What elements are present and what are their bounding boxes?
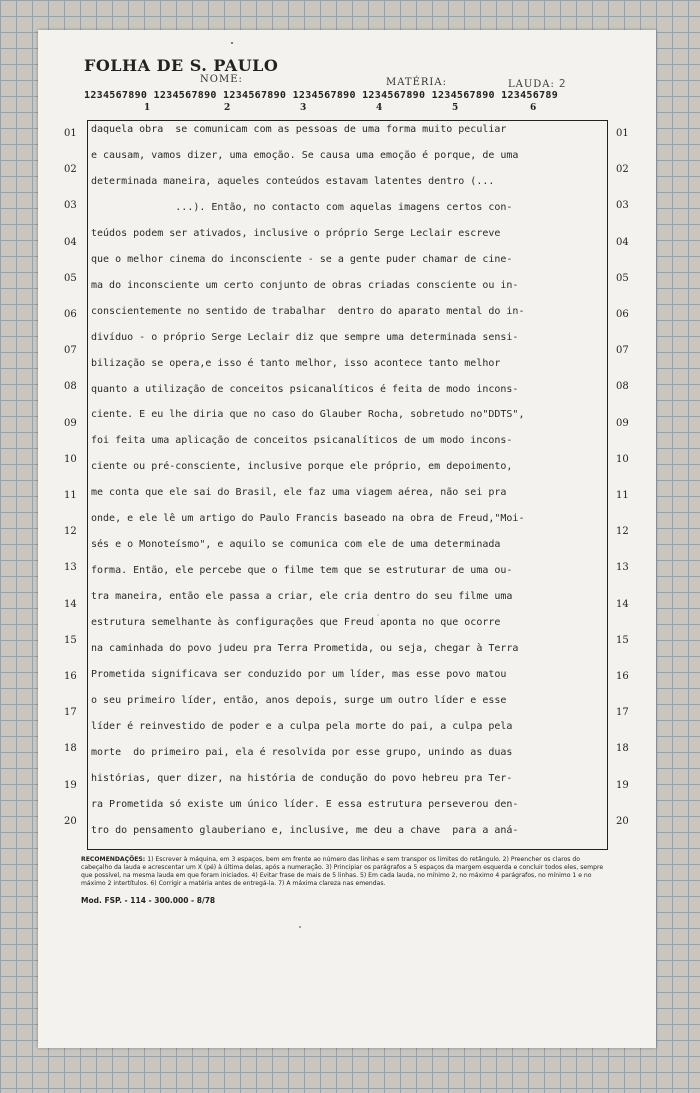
line-number-right: 04 (616, 236, 629, 248)
lauda-field-label: LAUDA: (508, 79, 555, 90)
line-number-right: 16 (616, 671, 629, 682)
line-number-left: 13 (64, 562, 77, 574)
line-number-left: 06 (64, 309, 77, 320)
typed-line: ciente. E eu lhe diria que no caso do Glauber Rocha, sobretudo no"DDTS", (91, 409, 525, 421)
line-number-right: 11 (616, 490, 629, 501)
newspaper-masthead: FOLHA DE S. PAULO (84, 56, 279, 75)
materia-field-label: MATÉRIA: (386, 77, 447, 88)
line-number-right: 12 (616, 526, 629, 538)
recommendations-note (81, 856, 611, 888)
line-number-right: 15 (616, 634, 629, 646)
typed-line: que o melhor cinema do inconsciente - se a gente puder chamar de cine- (91, 253, 513, 265)
line-number-left: 17 (64, 707, 77, 719)
typed-line: bilização se opera,e isso é tanto melhor, isso acontece tanto melhor (91, 357, 501, 369)
typed-line: teúdos podem ser ativados, inclusive o próprio Serge Leclair escreve (91, 227, 501, 239)
lauda-field (508, 77, 567, 90)
typed-line: o seu primeiro líder, então, anos depois, surge um outro líder e esse (91, 694, 507, 706)
line-number-left: 04 (64, 236, 77, 248)
line-number-left: 11 (64, 490, 77, 501)
typed-line: forma. Então, ele percebe que o filme tem que se estruturar de uma ou- (91, 565, 513, 577)
typed-line: quanto a utilização de conceitos psicanalíticos é feita de modo incons- (91, 383, 519, 395)
typed-line: sés e o Monoteísmo", e aquilo se comunica com ele de uma determinada (91, 539, 501, 551)
typed-line: Prometida significava ser conduzido por um líder, mas esse povo matou (91, 668, 507, 680)
line-number-left: 01 (64, 128, 77, 139)
line-number-left: 03 (64, 200, 77, 212)
name-field-label: NOME: (200, 74, 243, 85)
form-code: Mod. FSP. - 114 - 300.000 - 8/78 (81, 896, 216, 905)
typed-line: foi feita uma aplicação de conceitos psicanalíticos de um modo incons- (91, 435, 513, 447)
typed-line: ra Prometida só existe um único líder. E essa estrutura perseverou den- (91, 798, 519, 810)
typed-line: divíduo - o próprio Serge Leclair diz que sempre uma determinada sensi- (91, 331, 519, 343)
typed-line: onde, e ele lê um artigo do Paulo Francis baseado na obra de Freud,"Moi- (91, 513, 525, 525)
line-number-left: 15 (64, 634, 77, 646)
recommendations-text: 1) Escrever à máquina, em 3 espaços, bem em frente ao número das linhas e sem transpor os limites do retângulo. 2) Preencher os claros do cabeçalho da lauda e acrescentar um X (pé) à última delas, após a numeração. 3) Principiar os parágrafos a 5 espaços da margem esquerda e concluir todos eles, sempre que possível, na mesma lauda em que foram iniciados. 4) Evitar frase de mais de 5 linhas. 5) Em cada lauda, no mínimo 2, no máximo 4 parágrafos, no mínimo 1 e no máximo 2 intertítulos. 6) Corrigir a matéria antes de entregá-la. 7) A máxima clareza nas emendas. (81, 856, 604, 887)
typed-line: ma do inconsciente um certo conjunto de obras criadas consciente ou in- (91, 279, 519, 291)
ruler-tick: 3 (300, 103, 307, 113)
line-number-left: 14 (64, 598, 77, 610)
line-number-left: 20 (64, 815, 77, 827)
typewriter-form-sheet (38, 30, 656, 1048)
typed-line: determinada maneira, aqueles conteúdos estavam latentes dentro (... (91, 175, 495, 187)
typed-line: ciente ou pré-consciente, inclusive porque ele próprio, em depoimento, (91, 461, 513, 473)
ruler-tick: 6 (530, 103, 537, 113)
lauda-field-value: 2 (558, 77, 567, 90)
line-number-left: 08 (64, 381, 77, 393)
line-number-left: 18 (64, 743, 77, 755)
typed-line: estrutura semelhante às configurações que Freud aponta no que ocorre (91, 617, 501, 629)
typed-line: na caminhada do povo judeu pra Terra Prometida, ou seja, chegar à Terra (91, 643, 519, 654)
typed-line: conscientemente no sentido de trabalhar dentro do aparato mental do in- (91, 305, 525, 317)
line-number-right: 13 (616, 562, 629, 574)
line-number-right: 17 (616, 707, 629, 719)
line-number-left: 02 (64, 164, 77, 176)
line-number-right: 14 (616, 598, 629, 610)
line-number-right: 05 (616, 272, 629, 284)
typed-line: ...). Então, no contacto com aquelas imagens certos con- (91, 201, 513, 213)
line-number-left: 12 (64, 526, 77, 538)
typed-line: tro do pensamento glauberiano e, inclusive, me deu a chave para a aná- (91, 824, 519, 836)
ruler-tick: 5 (452, 103, 459, 113)
line-number-right: 18 (616, 743, 629, 755)
line-number-right: 20 (616, 815, 629, 827)
line-number-right: 19 (616, 779, 629, 791)
line-number-right: 10 (616, 453, 629, 465)
line-number-right: 09 (616, 417, 629, 429)
line-number-left: 05 (64, 272, 77, 284)
typed-line: histórias, quer dizer, na história de condução do povo hebreu pra Ter- (91, 772, 513, 784)
typed-line: e causam, vamos dizer, uma emoção. Se causa uma emoção é porque, de uma (91, 149, 519, 161)
character-ruler: 1234567890 1234567890 1234567890 1234567890 1234567890 1234567890 123456789 (84, 90, 559, 101)
line-number-left: 16 (64, 671, 77, 682)
typed-line: daquela obra se comunicam com as pessoas de uma forma muito peculiar (91, 124, 507, 135)
typed-line: me conta que ele sai do Brasil, ele faz uma viagem aérea, não sei pra (91, 487, 507, 499)
recommendations-label: RECOMENDAÇÕES: (81, 856, 146, 863)
typed-line: tra maneira, então ele passa a criar, ele cria dentro do seu filme uma (91, 591, 513, 603)
line-number-right: 02 (616, 164, 629, 176)
ruler-tick: 2 (224, 103, 231, 113)
line-number-right: 03 (616, 200, 629, 212)
line-number-left: 09 (64, 417, 77, 429)
line-number-left: 10 (64, 453, 77, 465)
typed-line: morte do primeiro pai, ela é resolvida por esse grupo, unindo as duas (91, 746, 513, 758)
line-number-right: 08 (616, 381, 629, 393)
ruler-tick: 4 (376, 103, 383, 113)
typed-line: líder é reinvestido de poder e a culpa pela morte do pai, a culpa pela (91, 720, 513, 732)
line-number-right: 01 (616, 128, 629, 139)
line-number-right: 06 (616, 309, 629, 320)
ruler-tick: 1 (144, 103, 151, 113)
line-number-right: 07 (616, 345, 629, 357)
line-number-left: 07 (64, 345, 77, 357)
line-number-left: 19 (64, 779, 77, 791)
